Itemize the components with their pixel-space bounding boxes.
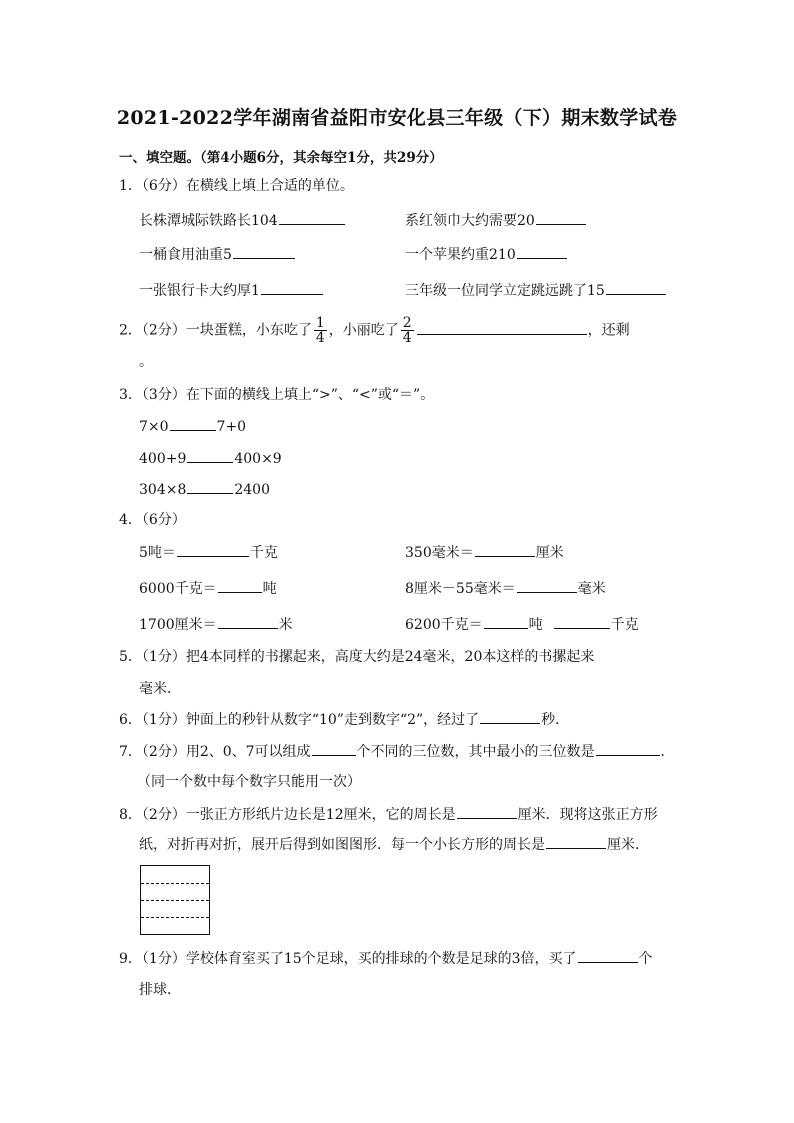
q3-row-1: 7×0 7+0	[139, 416, 246, 437]
answer-blank[interactable]	[457, 804, 517, 819]
question-7: 7．（2分）用2、0、7可以组成 个不同的三位数，其中最小的三位数是 ．	[119, 741, 675, 762]
fold-line	[141, 900, 209, 901]
q4-item-a: 5吨＝ 千克	[139, 542, 278, 563]
fold-line	[141, 883, 209, 884]
fraction-one-quarter: $\frac{1}{4}$	[315, 315, 325, 346]
answer-blank[interactable]	[606, 280, 666, 295]
q4-item-b: 350毫米＝ 厘米	[405, 542, 564, 563]
answer-blank[interactable]	[475, 542, 535, 557]
answer-blank[interactable]	[279, 210, 345, 225]
answer-blank[interactable]	[546, 834, 606, 849]
answer-blank[interactable]	[417, 320, 587, 335]
question-9-line2: 排球．	[139, 982, 181, 998]
question-6: 6．（1分）钟面上的秒针从数字“10”走到数字“2”，经过了 秒．	[119, 709, 569, 730]
answer-blank[interactable]	[312, 741, 356, 756]
answer-blank[interactable]	[261, 280, 323, 295]
section-heading: 一、填空题。（第4小题6分，其余每空1分，共29分）	[119, 150, 443, 166]
question-5-line2: 毫米．	[139, 681, 181, 697]
question-8-line2: 纸，对折再对折，展开后得到如图图形．每一个小长方形的周长是 厘米．	[139, 834, 649, 855]
question-2-cont: 。	[139, 354, 153, 370]
fraction-two-quarters: $\frac{2}{4}$	[402, 315, 412, 346]
answer-blank[interactable]	[218, 614, 278, 629]
answer-blank[interactable]	[480, 709, 540, 724]
q1-item-a: 长株潭城际铁路长104	[139, 210, 346, 231]
answer-blank[interactable]	[218, 578, 262, 593]
question-1-stem: 1．（6分）在横线上填上合适的单位。	[119, 178, 354, 194]
q1-item-f: 三年级一位同学立定跳远跳了15	[405, 280, 667, 301]
answer-blank[interactable]	[484, 614, 528, 629]
answer-blank[interactable]	[554, 614, 610, 629]
answer-blank[interactable]	[233, 244, 295, 259]
question-4-stem: 4．（6分）	[119, 512, 186, 528]
answer-blank[interactable]	[596, 741, 660, 756]
answer-blank[interactable]	[187, 448, 233, 463]
question-9-line1: 9．（1分）学校体育室买了15个足球，买的排球的个数是足球的3倍，买了 个	[119, 948, 653, 969]
answer-blank[interactable]	[578, 948, 638, 963]
answer-blank[interactable]	[187, 479, 233, 494]
answer-blank[interactable]	[517, 244, 567, 259]
question-2: 2．（2分）一块蛋糕，小东吃了 $\frac{1}{4}$ ，小丽吃了 $\frac{2}{4}$ ，还剩	[119, 315, 630, 346]
q1-item-d: 一个苹果约重210	[405, 244, 568, 265]
folded-square-figure	[140, 865, 210, 935]
page-title: 2021-2022学年湖南省益阳市安化县三年级（下）期末数学试卷	[116, 107, 678, 129]
question-8-line1: 8．（2分）一张正方形纸片边长是12厘米，它的周长是 厘米．现将这张正方形	[119, 804, 658, 825]
q4-item-f: 6200千克＝ 吨 千克	[405, 614, 639, 635]
question-3-stem: 3．（3分）在下面的横线上填上“>”、“<”或“＝”。	[119, 387, 435, 403]
q4-item-d: 8厘米－55毫米＝ 毫米	[405, 578, 606, 599]
answer-blank[interactable]	[170, 416, 216, 431]
q3-row-2: 400+9 400×9	[139, 448, 282, 469]
answer-blank[interactable]	[177, 542, 249, 557]
q3-row-3: 304×8 2400	[139, 479, 270, 500]
question-5-line1: 5．（1分）把4本同样的书摞起来，高度大约是24毫米，20本这样的书摞起来	[119, 649, 595, 665]
q4-item-e: 1700厘米＝ 米	[139, 614, 293, 635]
q1-item-b: 系红领巾大约需要20	[405, 210, 587, 231]
fold-line	[141, 917, 209, 918]
q1-item-e: 一张银行卡大约厚1	[139, 280, 324, 301]
q4-item-c: 6000千克＝ 吨	[139, 578, 277, 599]
question-7-note: （同一个数中每个数字只能用一次）	[137, 774, 361, 790]
q1-item-c: 一桶食用油重5	[139, 244, 296, 265]
answer-blank[interactable]	[536, 210, 586, 225]
answer-blank[interactable]	[517, 578, 577, 593]
